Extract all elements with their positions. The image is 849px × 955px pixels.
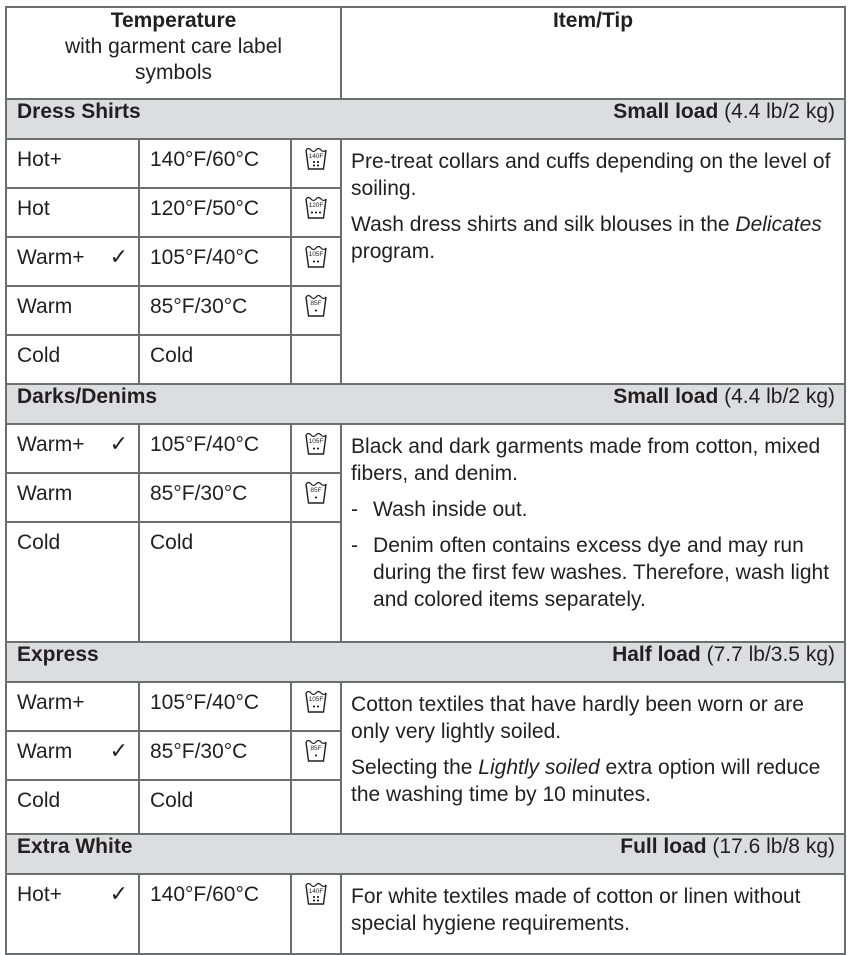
wash-140f-icon: [304, 146, 328, 172]
load-label: Small load: [613, 100, 719, 123]
table-row: [6, 424, 845, 473]
care-symbol-cell: [291, 286, 341, 335]
svg-text:85F: 85F: [310, 487, 322, 494]
setting-cell: Warm: [6, 473, 139, 522]
dash-bullet: -: [351, 498, 359, 521]
section-row-extra-white: [6, 834, 845, 874]
load-label: Full load: [620, 835, 707, 858]
setting-cell: [6, 874, 139, 954]
wash-program-table: [5, 6, 846, 955]
tip-text-part: program.: [351, 240, 436, 263]
load-label: Half load: [612, 643, 701, 666]
care-symbol-cell: [291, 874, 341, 954]
temperature-cell: 140°F/60°C: [139, 139, 291, 188]
load-value: (17.6 lb/8 kg): [712, 835, 835, 858]
section-row-darks-denims: [6, 384, 845, 424]
wash-85f-icon: [304, 480, 328, 506]
bullet-text: Denim often contains excess dye and may run during the first few washes. Therefore, wash light and colored items separately.: [373, 534, 830, 611]
load-info: [612, 643, 835, 667]
setting-cell: Cold: [6, 335, 139, 384]
tip-text: Cotton textiles that have hardly been worn or are only very lightly soiled.: [351, 693, 804, 743]
setting-cell: [6, 424, 139, 473]
setting-label: Warm: [17, 740, 73, 763]
setting-cell: [6, 731, 139, 780]
setting-cell: Cold: [6, 780, 139, 834]
load-value: (7.7 lb/3.5 kg): [706, 643, 835, 666]
wash-85f-icon: [304, 738, 328, 764]
section-row-dress-shirts: [6, 99, 845, 139]
temperature-cell: 120°F/50°C: [139, 188, 291, 237]
care-symbol-cell: [291, 731, 341, 780]
bullet-text: Wash inside out.: [373, 498, 528, 521]
section-name: Dress Shirts: [17, 100, 141, 123]
temperature-cell: Cold: [139, 522, 291, 642]
section-name: Express: [17, 643, 99, 666]
temperature-cell: 105°F/40°C: [139, 424, 291, 473]
svg-text:105F: 105F: [308, 251, 324, 258]
temperature-title: Temperature: [110, 9, 237, 32]
load-info: [620, 835, 835, 859]
table-row: [6, 139, 845, 188]
care-symbol-cell: [291, 139, 341, 188]
section-name: Darks/Denims: [17, 385, 158, 408]
recommended-check-icon: ✓: [109, 738, 128, 763]
tip-cell: [341, 424, 845, 642]
wash-105f-icon: [304, 244, 328, 270]
load-info: [613, 385, 835, 409]
load-value: (4.4 lb/2 kg): [724, 100, 835, 123]
table-row: [6, 682, 845, 731]
tip-text: [351, 754, 834, 808]
svg-text:85F: 85F: [310, 745, 322, 752]
tip-bullet: [351, 496, 834, 523]
setting-cell: Cold: [6, 522, 139, 642]
setting-cell: Warm+: [6, 682, 139, 731]
wash-140f-icon: [304, 881, 328, 907]
temperature-header: [6, 7, 341, 99]
section-row-express: [6, 642, 845, 682]
wash-85f-icon: [304, 293, 328, 319]
wash-105f-icon: [304, 689, 328, 715]
tip-text: Black and dark garments made from cotton, mixed fibers, and denim.: [351, 435, 821, 485]
recommended-check-icon: ✓: [109, 431, 128, 456]
svg-text:105F: 105F: [308, 696, 324, 703]
care-symbol-cell: [291, 188, 341, 237]
svg-text:105F: 105F: [308, 438, 324, 445]
setting-cell: Hot+: [6, 139, 139, 188]
section-name: Extra White: [17, 835, 133, 858]
temperature-cell: 105°F/40°C: [139, 237, 291, 286]
care-symbol-cell: [291, 424, 341, 473]
tip-bullet-list: [351, 496, 834, 613]
temperature-cell: 85°F/30°C: [139, 473, 291, 522]
temperature-cell: Cold: [139, 780, 291, 834]
tip-text-part: extra option will reduce the washing time by 10 minutes.: [351, 756, 821, 806]
table-header-row: [6, 7, 845, 99]
tip-text-part: Wash dress shirts and silk blouses in the: [351, 213, 736, 236]
item-tip-title: Item/Tip: [552, 9, 634, 32]
svg-text:140F: 140F: [308, 888, 324, 895]
recommended-check-icon: ✓: [109, 244, 128, 269]
svg-text:120F: 120F: [308, 202, 324, 209]
item-tip-header: [341, 7, 845, 99]
recommended-check-icon: ✓: [109, 881, 128, 906]
tip-cell: [341, 682, 845, 834]
care-symbol-cell-empty: [291, 780, 341, 834]
temperature-cell: 140°F/60°C: [139, 874, 291, 954]
setting-label: Hot+: [17, 883, 62, 906]
tip-text: [351, 211, 834, 265]
load-label: Small load: [613, 385, 719, 408]
temperature-cell: Cold: [139, 335, 291, 384]
tip-cell: For white textiles made of cotton or linen without special hygiene requirements.: [341, 874, 845, 954]
program-name-delicates: Delicates: [735, 213, 822, 236]
temperature-cell: 85°F/30°C: [139, 286, 291, 335]
temperature-cell: 85°F/30°C: [139, 731, 291, 780]
temperature-subtitle: with garment care label symbols: [64, 35, 283, 84]
care-symbol-cell: [291, 473, 341, 522]
setting-cell: Hot: [6, 188, 139, 237]
care-symbol-cell: [291, 237, 341, 286]
tip-cell: [341, 139, 845, 384]
option-name-lightly-soiled: Lightly soiled: [478, 756, 600, 779]
setting-label: Warm+: [17, 246, 85, 269]
svg-text:85F: 85F: [310, 300, 322, 307]
load-info: [613, 100, 835, 124]
setting-label: Warm+: [17, 433, 85, 456]
svg-text:140F: 140F: [308, 153, 324, 160]
care-symbol-cell: [291, 682, 341, 731]
load-value: (4.4 lb/2 kg): [724, 385, 835, 408]
setting-cell: [6, 237, 139, 286]
wash-120f-icon: [304, 195, 328, 221]
table-row: [6, 874, 845, 954]
care-symbol-cell-empty: [291, 522, 341, 642]
wash-105f-icon: [304, 431, 328, 457]
tip-text: Pre-treat collars and cuffs depending on the level of soiling.: [351, 150, 831, 200]
dash-bullet: -: [351, 534, 359, 557]
care-symbol-cell-empty: [291, 335, 341, 384]
tip-text-part: Selecting the: [351, 756, 479, 779]
tip-bullet: [351, 532, 834, 613]
setting-cell: Warm: [6, 286, 139, 335]
temperature-cell: 105°F/40°C: [139, 682, 291, 731]
